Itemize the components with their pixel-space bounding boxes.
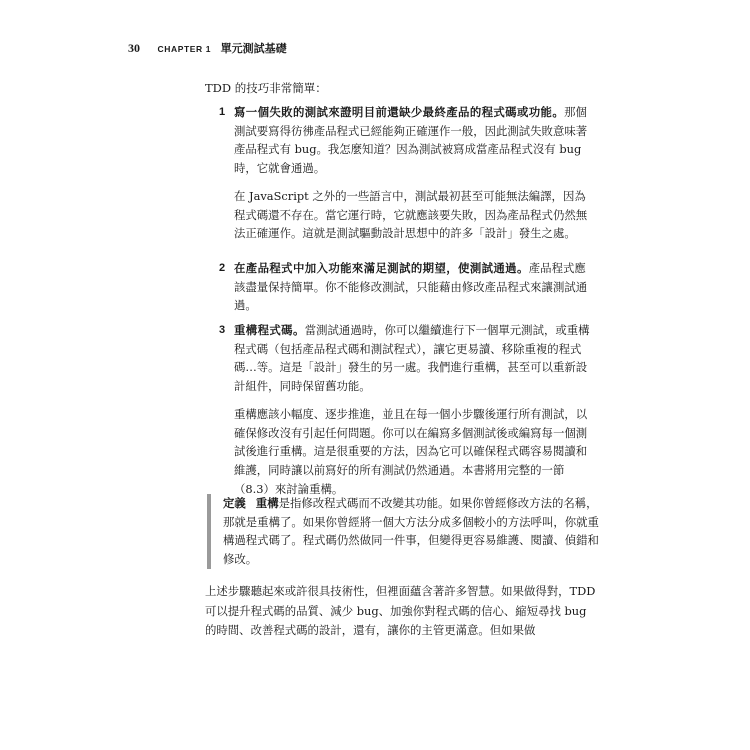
step-text: 產品程式應該盡量保持簡單。你不能修改測試，只能藉由修改產品程式來讓測試通過。 <box>234 261 588 313</box>
closing-paragraph <box>205 582 597 641</box>
closing-text: 上述步驟聽起來或許很具技術性，但裡面蘊含著許多智慧。如果做得對，TDD 可以提升程式碼的品質、減少 bug、加強你對程式碼的信心、縮短尋找 bug 的時間、改善程式碼的設計，還有，讓你的主管更滿意。但如果做 <box>205 584 596 637</box>
step-number: 3 <box>219 324 226 336</box>
chapter-title: 單元測試基礎 <box>220 42 287 55</box>
definition-text: 是指修改程式碼而不改變其功能。如果你曾經修改方法的名稱，那就是重構了。如果你曾經將一個大方法分成多個較小的方法呼叫，你就重構過程式碼了。程式碼仍然做同一件事，但變得更容易維護、閱讀、偵錯和修改。 <box>223 496 599 567</box>
step-3 <box>219 321 597 498</box>
page-number: 30 <box>128 41 140 55</box>
step-paragraph <box>234 321 597 396</box>
running-header <box>128 41 287 56</box>
step-lead: 在產品程式中加入功能來滿足測試的期望，使測試通過。 <box>234 261 529 275</box>
step-paragraph <box>234 103 597 178</box>
step-2 <box>219 259 597 315</box>
step-text: 那個測試要寫得彷彿產品程式已經能夠正確運作一般，因此測試失敗意味著產品程式有 bug。我怎麼知道？因為測試被寫成當產品程式沒有 bug 時，它就會通過。 <box>234 105 588 176</box>
step-lead: 寫一個失敗的測試來證明目前還缺少最終產品的程式碼或功能。 <box>234 105 565 119</box>
definition-label: 定義 <box>223 496 246 510</box>
definition-callout <box>207 494 603 569</box>
intro-paragraph: TDD 的技巧非常簡單： <box>205 81 327 95</box>
definition-term: 重構 <box>255 496 279 510</box>
step-extra-paragraph: 在 JavaScript 之外的一些語言中，測試最初甚至可能無法編譯，因為程式碼還不存在。當它運行時，它就應該要失敗，因為產品程式仍然無法正確運作。這就是測試驅動設計思想中的許多「設計」發生之處。 <box>234 188 588 241</box>
step-paragraph <box>234 259 597 315</box>
step-number: 2 <box>219 262 226 274</box>
step-lead: 重構程式碼。 <box>234 323 305 337</box>
step-text: 當測試通過時，你可以繼續進行下一個單元測試，或重構程式碼（包括產品程式碼和測試程式），讓它更易讀、移除重複的程式碼…等。這是「設計」發生的另一處。我們進行重構，甚至可以重新設計組件，同時保留舊功能。 <box>234 323 590 394</box>
step-number: 1 <box>219 106 226 118</box>
step-1 <box>219 103 597 243</box>
chapter-label: CHAPTER 1 <box>157 44 212 54</box>
step-extra-paragraph: 重構應該小幅度、逐步推進，並且在每一個小步驟後運行所有測試，以確保修改沒有引起任何問題。你可以在編寫多個測試後或編寫每一個測試後進行重構。這是很重要的方法，因為它可以確保程式碼容易閱讀和維護，同時讓以前寫好的所有測試仍然通過。本書將用完整的一節（8.3）來討論重構。 <box>234 406 588 496</box>
